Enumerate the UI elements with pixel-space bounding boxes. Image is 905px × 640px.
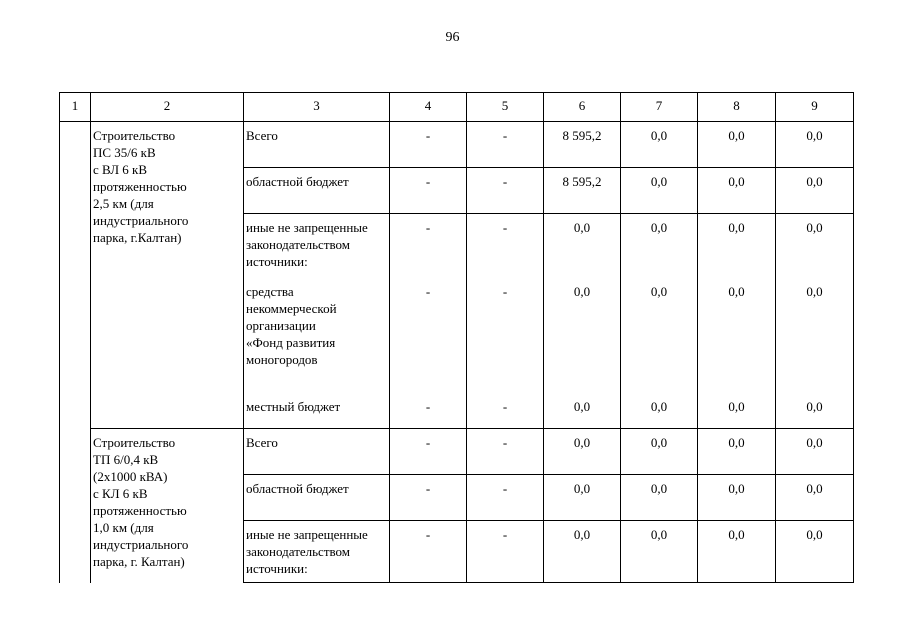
value-cell: - — [467, 214, 544, 278]
value-cell: 0,0 — [698, 521, 776, 583]
project-name-line: ПС 35/6 кВ — [93, 145, 156, 160]
source-cell — [244, 122, 390, 168]
project-name-cell — [91, 122, 244, 429]
value-cell: 0,0 — [621, 278, 698, 393]
value-cell: - — [390, 521, 467, 583]
value-cell: - — [467, 521, 544, 583]
project-name-line: Строительство — [93, 435, 176, 450]
value-cell: - — [390, 122, 467, 168]
value-cell: 8 595,2 — [544, 168, 621, 214]
source-cell — [244, 214, 390, 278]
header-row — [60, 93, 854, 122]
source-line: законодательством — [246, 237, 351, 252]
header-col-7: 7 — [621, 93, 698, 122]
value-cell: 0,0 — [698, 429, 776, 475]
project-name-line: 1,0 км (для — [93, 520, 154, 535]
table-row — [60, 122, 854, 168]
source-line: местный бюджет — [246, 398, 341, 414]
value-cell: 0,0 — [544, 521, 621, 583]
value-cell: 0,0 — [698, 122, 776, 168]
value-cell: 0,0 — [544, 214, 621, 278]
value-cell: 0,0 — [621, 521, 698, 583]
value-cell: - — [467, 393, 544, 429]
source-cell — [244, 168, 390, 214]
project-name-line: с КЛ 6 кВ — [93, 486, 148, 501]
source-cell — [244, 475, 390, 521]
header-col-3: 3 — [244, 93, 390, 122]
value-cell: 0,0 — [621, 475, 698, 521]
source-line: Всего — [246, 128, 278, 143]
source-line: областной бюджет — [246, 174, 349, 189]
project-name-line: парка, г.Калтан) — [93, 230, 182, 245]
header-col-9: 9 — [776, 93, 854, 122]
table-row — [60, 429, 854, 475]
header-col-5: 5 — [467, 93, 544, 122]
source-line: источники: — [246, 254, 308, 269]
value-cell: 0,0 — [621, 168, 698, 214]
project-name-line: Строительство — [93, 128, 176, 143]
budget-table — [59, 92, 854, 583]
value-cell: 0,0 — [621, 122, 698, 168]
project-name-line: (2х1000 кВА) — [93, 469, 168, 484]
project-name-line: индустриального — [93, 537, 189, 552]
value-cell: - — [390, 168, 467, 214]
value-cell: 0,0 — [544, 278, 621, 393]
source-cell — [244, 429, 390, 475]
value-cell: - — [467, 278, 544, 393]
source-line: Всего — [246, 435, 278, 450]
value-cell: 0,0 — [621, 393, 698, 429]
value-cell: 0,0 — [776, 475, 854, 521]
header-col-8: 8 — [698, 93, 776, 122]
source-line: иные не запрещенные — [246, 527, 368, 542]
source-line: источники: — [246, 561, 308, 576]
value-cell: 0,0 — [698, 393, 776, 429]
value-cell: 8 595,2 — [544, 122, 621, 168]
value-cell: - — [467, 429, 544, 475]
header-col-4: 4 — [390, 93, 467, 122]
source-line: средства — [246, 283, 294, 299]
source-cell — [244, 278, 390, 393]
value-cell: 0,0 — [544, 393, 621, 429]
value-cell: 0,0 — [776, 168, 854, 214]
source-line: законодательством — [246, 544, 351, 559]
value-cell: 0,0 — [776, 278, 854, 393]
source-line: «Фонд развития — [246, 334, 336, 350]
value-cell: 0,0 — [621, 214, 698, 278]
value-cell: - — [390, 278, 467, 393]
project-name-cell — [91, 429, 244, 583]
source-cell — [244, 521, 390, 583]
value-cell: 0,0 — [621, 429, 698, 475]
value-cell: 0,0 — [698, 168, 776, 214]
value-cell: 0,0 — [776, 122, 854, 168]
source-line: моногородов — [246, 351, 318, 367]
source-cell — [244, 393, 390, 429]
project-name-line: ТП 6/0,4 кВ — [93, 452, 159, 467]
value-cell: 0,0 — [698, 475, 776, 521]
value-cell: 0,0 — [776, 214, 854, 278]
value-cell: 0,0 — [776, 393, 854, 429]
header-col-6: 6 — [544, 93, 621, 122]
source-line: некоммерческой — [246, 300, 337, 316]
row-number-cell — [60, 122, 91, 583]
project-name-line: протяженностью — [93, 179, 187, 194]
value-cell: - — [467, 475, 544, 521]
value-cell: 0,0 — [776, 429, 854, 475]
value-cell: - — [467, 122, 544, 168]
source-line: иные не запрещенные — [246, 220, 368, 235]
value-cell: 0,0 — [698, 278, 776, 393]
project-name-line: с ВЛ 6 кВ — [93, 162, 147, 177]
project-name-line: 2,5 км (для — [93, 196, 154, 211]
value-cell: - — [390, 214, 467, 278]
header-col-2: 2 — [91, 93, 244, 122]
source-line: областной бюджет — [246, 481, 349, 496]
header-col-1: 1 — [60, 93, 91, 122]
value-cell: - — [390, 429, 467, 475]
project-name-line: парка, г. Калтан) — [93, 554, 185, 569]
value-cell: 0,0 — [544, 429, 621, 475]
value-cell: - — [390, 393, 467, 429]
value-cell: 0,0 — [698, 214, 776, 278]
value-cell: - — [390, 475, 467, 521]
page-number: 96 — [445, 30, 460, 45]
value-cell: 0,0 — [776, 521, 854, 583]
project-name-line: индустриального — [93, 213, 189, 228]
value-cell: - — [467, 168, 544, 214]
project-name-line: протяженностью — [93, 503, 187, 518]
source-line: организации — [246, 317, 316, 333]
value-cell: 0,0 — [544, 475, 621, 521]
